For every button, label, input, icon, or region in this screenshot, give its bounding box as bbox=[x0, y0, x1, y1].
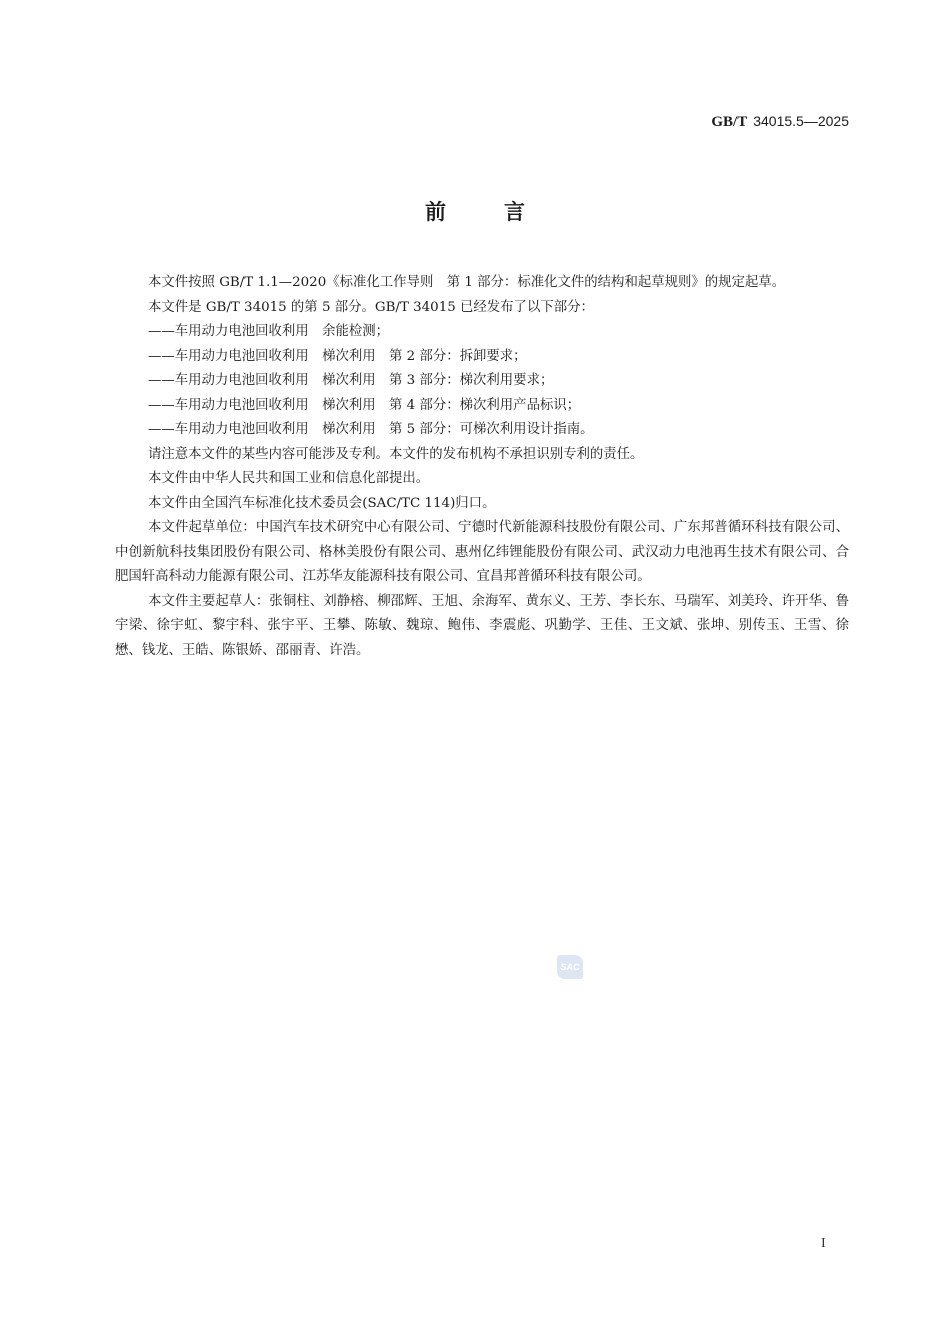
title-char-1: 前 bbox=[425, 200, 446, 224]
page-title bbox=[0, 196, 950, 226]
main-drafters: 本文件主要起草人：张铜柱、刘静榕、柳邵辉、王旭、余海军、黄东义、王芳、李长东、马瑞军、刘美玲、许开华、鲁宇梁、徐宇虹、黎宇科、张宇平、王攀、陈敏、魏琼、鲍伟、李震彪、巩勤学、王佳、王文斌、张坤、别传玉、王雪、徐懋、钱龙、王皓、陈银娇、邵丽青、许浩。 bbox=[115, 593, 849, 658]
published-part-item: ——车用动力电池回收利用 梯次利用 第 3 部分：梯次利用要求； bbox=[148, 373, 554, 388]
proposed-by: 本文件由中华人民共和国工业和信息化部提出。 bbox=[148, 471, 430, 486]
published-part-item: ——车用动力电池回收利用 余能检测； bbox=[148, 324, 390, 339]
published-part-item: ——车用动力电池回收利用 梯次利用 第 5 部分：可梯次利用设计指南。 bbox=[148, 422, 594, 437]
standard-prefix: GB/T bbox=[711, 114, 748, 130]
drafting-rules-paragraph: 本文件按照 GB/T 1.1—2020《标准化工作导则 第 1 部分：标准化文件的结构和起草规则》的规定起草。 bbox=[148, 275, 786, 290]
published-part-item: ——车用动力电池回收利用 梯次利用 第 4 部分：梯次利用产品标识； bbox=[148, 397, 581, 413]
published-part-item: ——车用动力电池回收利用 梯次利用 第 2 部分：拆卸要求； bbox=[148, 348, 527, 364]
page-number: I bbox=[821, 1236, 826, 1251]
standard-code-header bbox=[711, 113, 849, 131]
drafting-units: 本文件起草单位：中国汽车技术研究中心有限公司、宁德时代新能源科技股份有限公司、广东邦普循环科技有限公司、中创新航科技集团股份有限公司、格林美股份有限公司、惠州亿纬锂能股份有限公司、武汉动力电池再生技术有限公司、合肥国轩高科动力能源有限公司、江苏华友能源科技有限公司、宜昌邦普循环科技有限公司。 bbox=[115, 520, 849, 584]
managed-by: 本文件由全国汽车标准化技术委员会(SAC/TC 114)归口。 bbox=[148, 495, 496, 511]
standard-number: 34015.5—2025 bbox=[753, 113, 849, 129]
title-char-2: 言 bbox=[504, 200, 525, 224]
series-part-paragraph: 本文件是 GB/T 34015 的第 5 部分。GB/T 34015 已经发布了以下部分： bbox=[148, 299, 594, 315]
patent-notice: 请注意本文件的某些内容可能涉及专利。本文件的发布机构不承担识别专利的责任。 bbox=[148, 446, 644, 462]
sac-watermark-logo: SAC bbox=[557, 955, 583, 979]
foreword-body bbox=[115, 271, 849, 663]
